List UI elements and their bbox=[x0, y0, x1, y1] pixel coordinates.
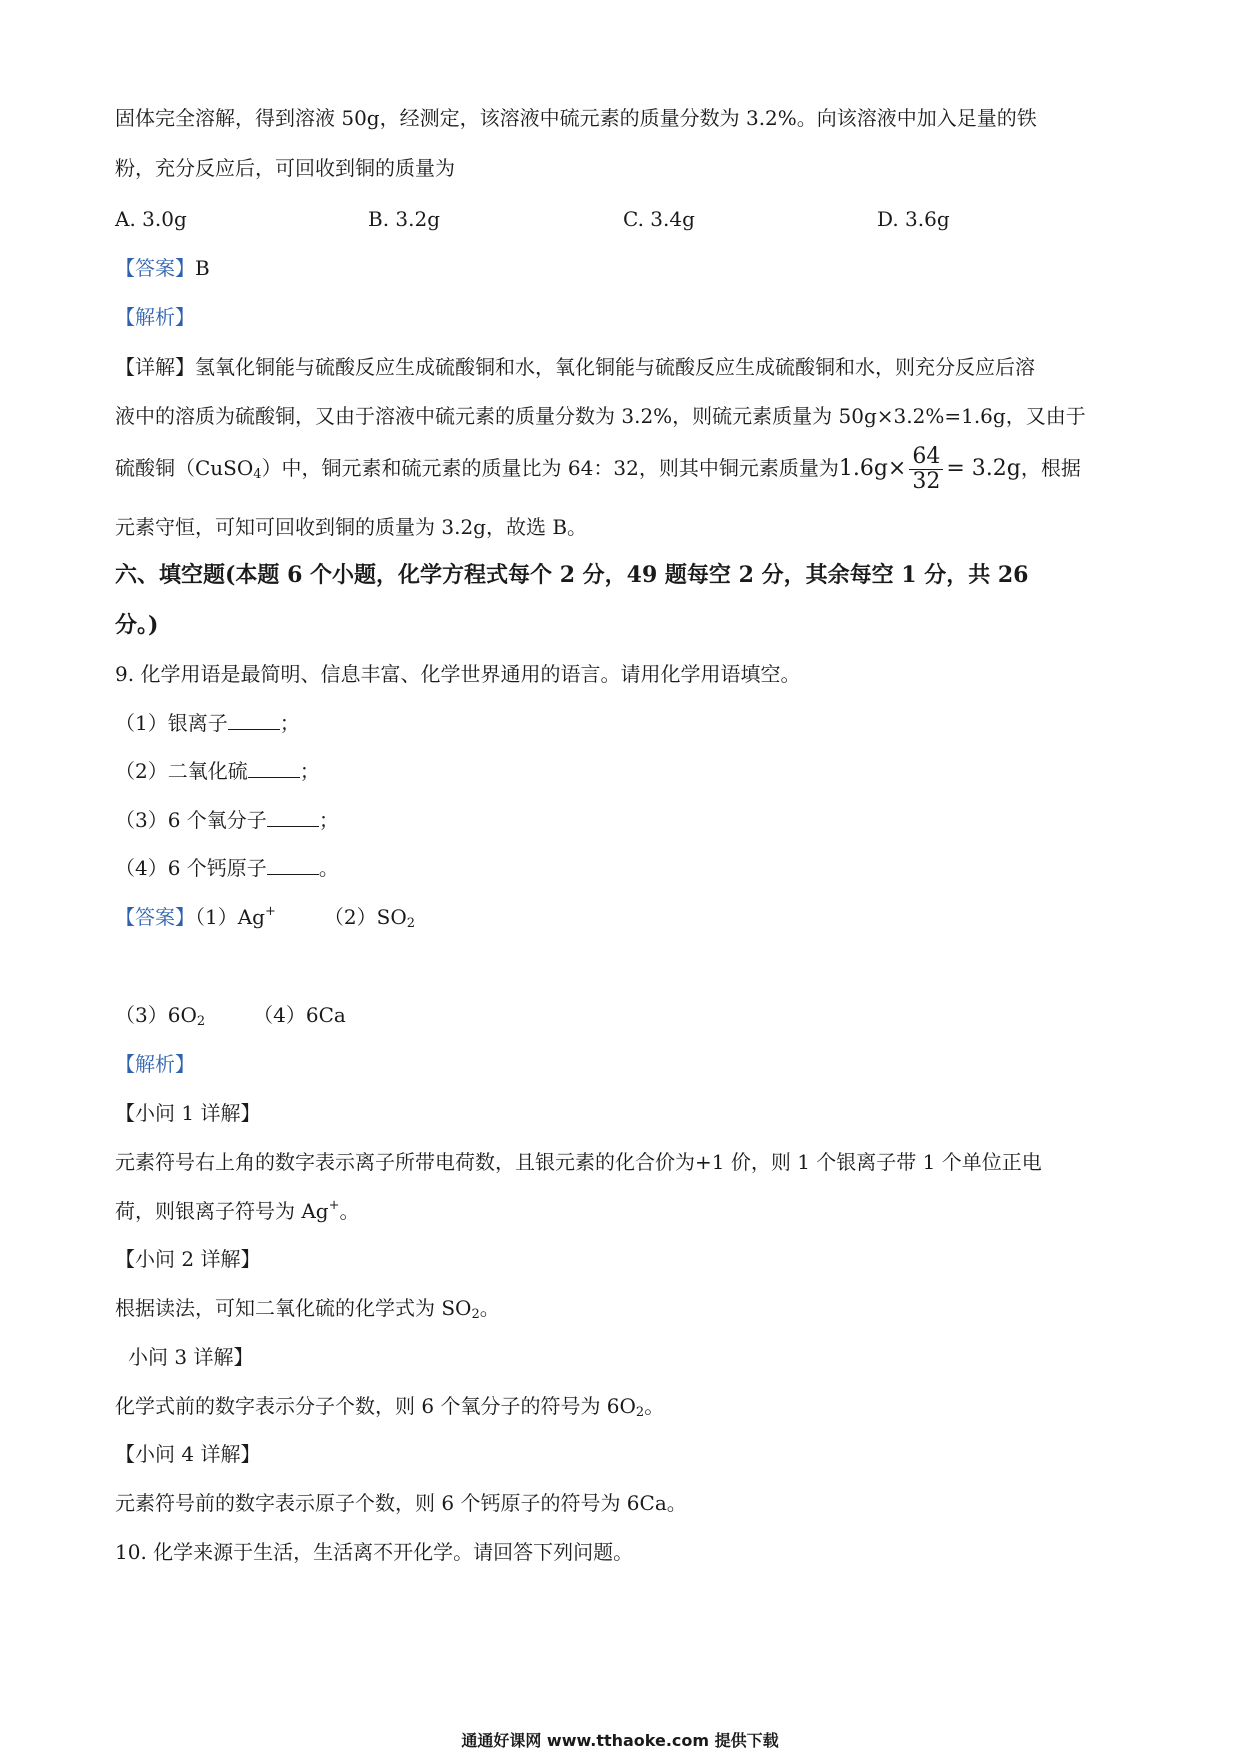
q9-sub1-tag: 【小问 1 详解】 bbox=[115, 1101, 261, 1125]
answer-blank bbox=[228, 711, 280, 730]
q9-analysis-tag: 【解析】 bbox=[115, 1052, 195, 1076]
q9-answer-line2: $(3)6O_2$ （4）6Ca bbox=[115, 1003, 346, 1029]
q9-sub1-line1: 元素符号右上角的数字表示离子所带电荷数，且银元素的化合价为+1 价，则 1 个银离子带 1 个单位正电 bbox=[115, 1150, 1042, 1174]
q9-stem: 9. 化学用语是最简明、信息丰富、化学世界通用的语言。请用化学用语填空。 bbox=[115, 662, 801, 686]
q8-stem-line1: 固体完全溶解，得到溶液 50g，经测定，该溶液中硫元素的质量分数为 3.2%。向该溶液中加入足量的铁 bbox=[115, 106, 1037, 130]
q9-sub4-line: 元素符号前的数字表示原子个数，则 6 个钙原子的符号为 6Ca。 bbox=[115, 1491, 687, 1515]
detail-tag: 【详解】 bbox=[115, 355, 195, 379]
q9-sub1-line2: 荷，则银离子符号为 Ag+。 bbox=[115, 1198, 360, 1223]
q8-analysis-tag: 【解析】 bbox=[115, 305, 195, 329]
fraction: $\frac{64}{32}$ bbox=[909, 445, 943, 494]
q8-answer-line bbox=[115, 254, 210, 282]
q8-detail-line3: 硫酸铜（CuSO$_4$）中，铜元素和硫元素的质量比为 64：32，则其中铜元素质量为1.6g× $\frac{64}{32}$ = 3.2g，根据 bbox=[115, 443, 1081, 494]
q8-detail-line4: 元素守恒，可知可回收到铜的质量为 3.2g，故选 B。 bbox=[115, 515, 588, 539]
answer-tag: 【答案】 bbox=[115, 256, 195, 280]
q9-sub4-tag: 【小问 4 详解】 bbox=[115, 1442, 261, 1466]
answer-blank bbox=[267, 856, 319, 875]
q9-sub3-line: 化学式前的数字表示分子个数，则 6 个氧分子的符号为 $6O_2$。 bbox=[115, 1394, 665, 1420]
q9-sub2-line: 根据读法，可知二氧化硫的化学式为 $SO_2$。 bbox=[115, 1296, 500, 1322]
q9-item-2: （2）二氧化硫 ； bbox=[115, 759, 320, 783]
q8-option-c: C. 3.4g bbox=[623, 207, 695, 231]
q10-stem: 10. 化学来源于生活，生活离不开化学。请回答下列问题。 bbox=[115, 1540, 634, 1564]
q8-detail-line2: 液中的溶质为硫酸铜，又由于溶液中硫元素的质量分数为 3.2%，则硫元素质量为 50g×3.2%=1.6g，又由于 bbox=[115, 404, 1086, 428]
q8-option-a: A. 3.0g bbox=[115, 207, 187, 231]
q8-answer: B bbox=[195, 256, 210, 280]
q8-detail-line1: 【详解】氢氧化铜能与硫酸反应生成硫酸铜和水，氧化铜能与硫酸反应生成硫酸铜和水，则充分反应后溶 bbox=[115, 355, 1035, 379]
footer-text: 通通好课网 www.tthaoke.com 提供下载 bbox=[461, 1731, 779, 1750]
q9-sub3-tag: 小问 3 详解】 bbox=[128, 1345, 254, 1369]
section6-title-line2: 分。) bbox=[115, 612, 159, 638]
q9-item-1: （1）银离子 ； bbox=[115, 711, 300, 735]
answer-blank bbox=[248, 759, 300, 778]
q8-stem-line2: 粉，充分反应后，可回收到铜的质量为 bbox=[115, 156, 455, 180]
section6-title-line1: 六、填空题(本题 6 个小题，化学方程式每个 2 分，49 题每空 2 分，其余每空 1 分，共 26 bbox=[115, 562, 1029, 588]
answer-blank bbox=[267, 808, 319, 827]
q8-option-d: D. 3.6g bbox=[877, 207, 950, 231]
q9-item-4: （4）6 个钙原子 。 bbox=[115, 856, 339, 880]
q9-sub2-tag: 【小问 2 详解】 bbox=[115, 1247, 261, 1271]
q9-item-3: （3）6 个氧分子 ； bbox=[115, 808, 339, 832]
q9-answer-line: 【答案】（1）Ag+ $(2)SO_2$ bbox=[115, 904, 415, 931]
answer-tag: 【答案】 bbox=[115, 905, 195, 929]
formula: 1.6g× $\frac{64}{32}$ = 3.2g bbox=[838, 443, 1021, 494]
q8-option-b: B. 3.2g bbox=[368, 207, 441, 231]
